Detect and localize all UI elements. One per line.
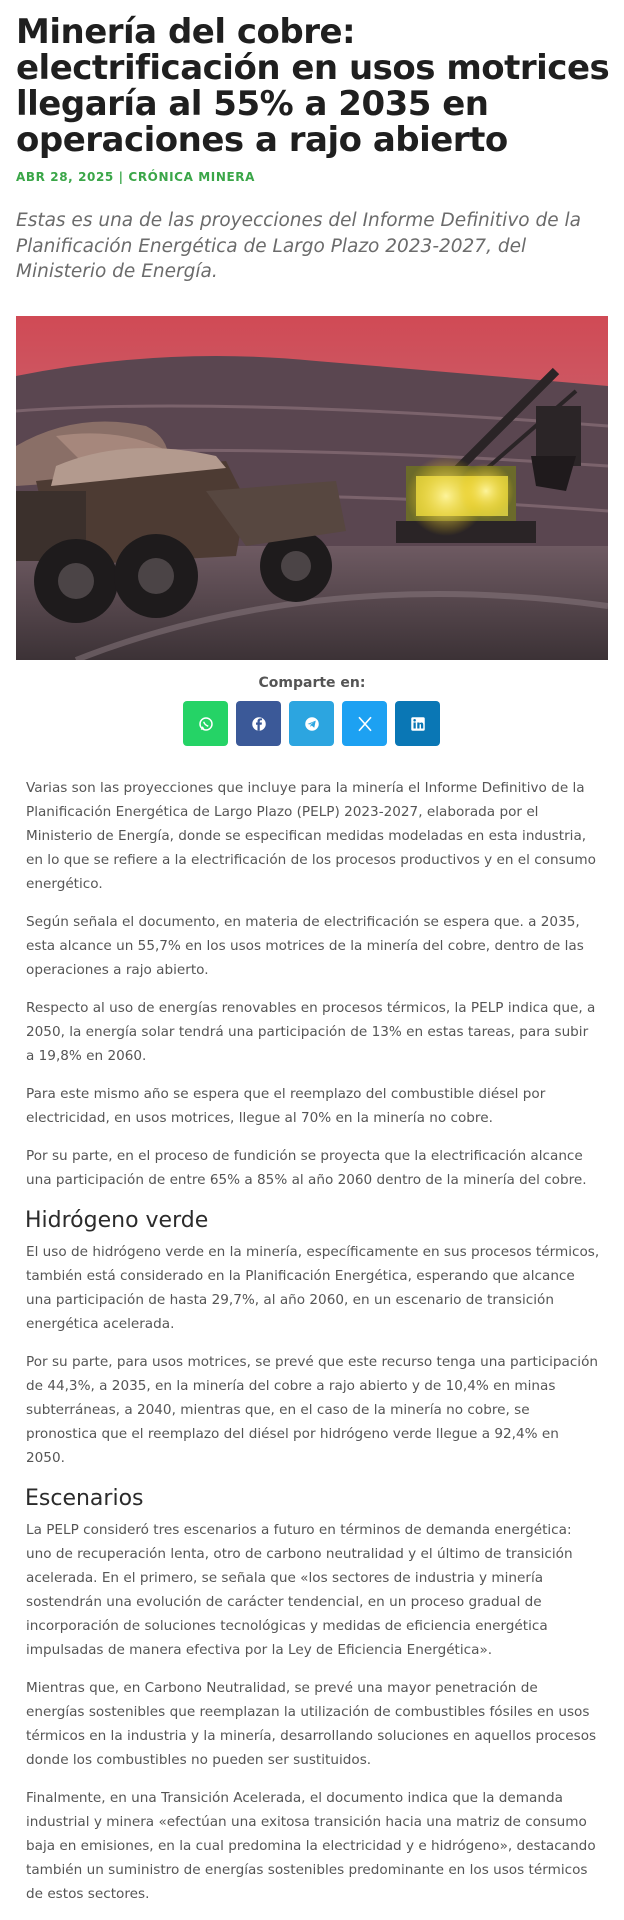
paragraph: Respecto al uso de energías renovables en procesos térmicos, la PELP indica que, a 2050, la energía solar tendrá una participación de 13% en estas tareas, para subir a 19,8% en 2060. (26, 1000, 596, 1064)
share-label: Comparte en: (258, 675, 366, 691)
telegram-icon (303, 715, 321, 733)
paragraph: El uso de hidrógeno verde en la minería, específicamente en sus procesos térmicos, también está considerado en la Planificación Energética, esperando que alcance una participación de hasta 29,7%, al año 2060, en un escenario de transición energética acelerada. (26, 1244, 600, 1332)
share-facebook-button[interactable] (236, 701, 281, 746)
section-heading-hidrogeno: Hidrógeno verde (25, 1208, 209, 1233)
share-telegram-button[interactable] (289, 701, 334, 746)
whatsapp-icon (197, 715, 215, 733)
paragraph: Para este mismo año se espera que el reemplazo del combustible diésel por electricidad, en usos motrices, llegue al 70% en la minería no cobre. (26, 1086, 546, 1126)
x-icon (356, 715, 374, 733)
share-buttons (183, 701, 440, 746)
paragraph: Por su parte, en el proceso de fundición se proyecta que la electrificación alcance una participación de entre 65% a 85% al año 2060 dentro de la minería del cobre. (26, 1148, 587, 1188)
paragraph: Finalmente, en una Transición Acelerada, el documento indica que la demanda industrial y minera «efectúan una exitosa transición hacia una matriz de consumo baja en emisiones, en la cual predomina la electricidad y e hidrógeno», destacando también un suministro de energías sostenibles predominante en los usos térmicos de estos sectores. (26, 1790, 596, 1902)
article-title: Minería del cobre: electrificación en usos motrices llegaría al 55% a 2035 en operaciones a rajo abierto (16, 12, 610, 160)
paragraph: Según señala el documento, en materia de electrificación se espera que. a 2035, esta alcance un 55,7% en los usos motrices de la minería del cobre, dentro de las operaciones a rajo abierto. (26, 914, 584, 978)
article-meta[interactable]: ABR 28, 2025 | CRÓNICA MINERA (16, 170, 256, 184)
paragraph: La PELP consideró tres escenarios a futuro en términos de demanda energética: uno de recuperación lenta, otro de carbono neutralidad y el último de transición acelerada. En el primero, se señala que «los sectores de industria y minería sostendrán una evolución de carácter tendencial, en un proceso gradual de incorporación de soluciones tecnológicas y medidas de eficiencia energética impulsadas de manera efectiva por la Ley de Eficiencia Energética». (26, 1522, 573, 1658)
paragraph: Por su parte, para usos motrices, se prevé que este recurso tenga una participación de 44,3%, a 2035, en la minería del cobre a rajo abierto y de 10,4% en minas subterráneas, a 2040, mientras que, en el caso de la minería no cobre, se pronostica que el reemplazo del diésel por hidrógeno verde llegue a 92,4% en 2050. (26, 1354, 599, 1466)
article-lead: Estas es una de las proyecciones del Informe Definitivo de la Planificación Energética de Largo Plazo 2023-2027, del Ministerio de Energía. (16, 210, 581, 282)
facebook-icon (250, 715, 268, 733)
hero-image (16, 316, 608, 660)
paragraph: Mientras que, en Carbono Neutralidad, se prevé una mayor penetración de energías sostenibles que reemplazan la utilización de combustibles fósiles en usos térmicos en la industria y la minería, desarrollando soluciones en aquellos procesos donde los combustibles no pueden ser sustituidos. (26, 1680, 597, 1768)
linkedin-icon (409, 715, 427, 733)
share-whatsapp-button[interactable] (183, 701, 228, 746)
article-body (26, 776, 600, 1920)
share-x-button[interactable] (342, 701, 387, 746)
paragraph: Varias son las proyecciones que incluye para la minería el Informe Definitivo de la Planificación Energética de Largo Plazo (PELP) 2023-2027, elaborada por el Ministerio de Energía, donde se especifican medidas modeladas en esta industria, en lo que se refiere a la electrificación de los procesos productivos y en el consumo energético. (26, 780, 596, 892)
share-linkedin-button[interactable] (395, 701, 440, 746)
section-heading-escenarios: Escenarios (25, 1486, 144, 1511)
